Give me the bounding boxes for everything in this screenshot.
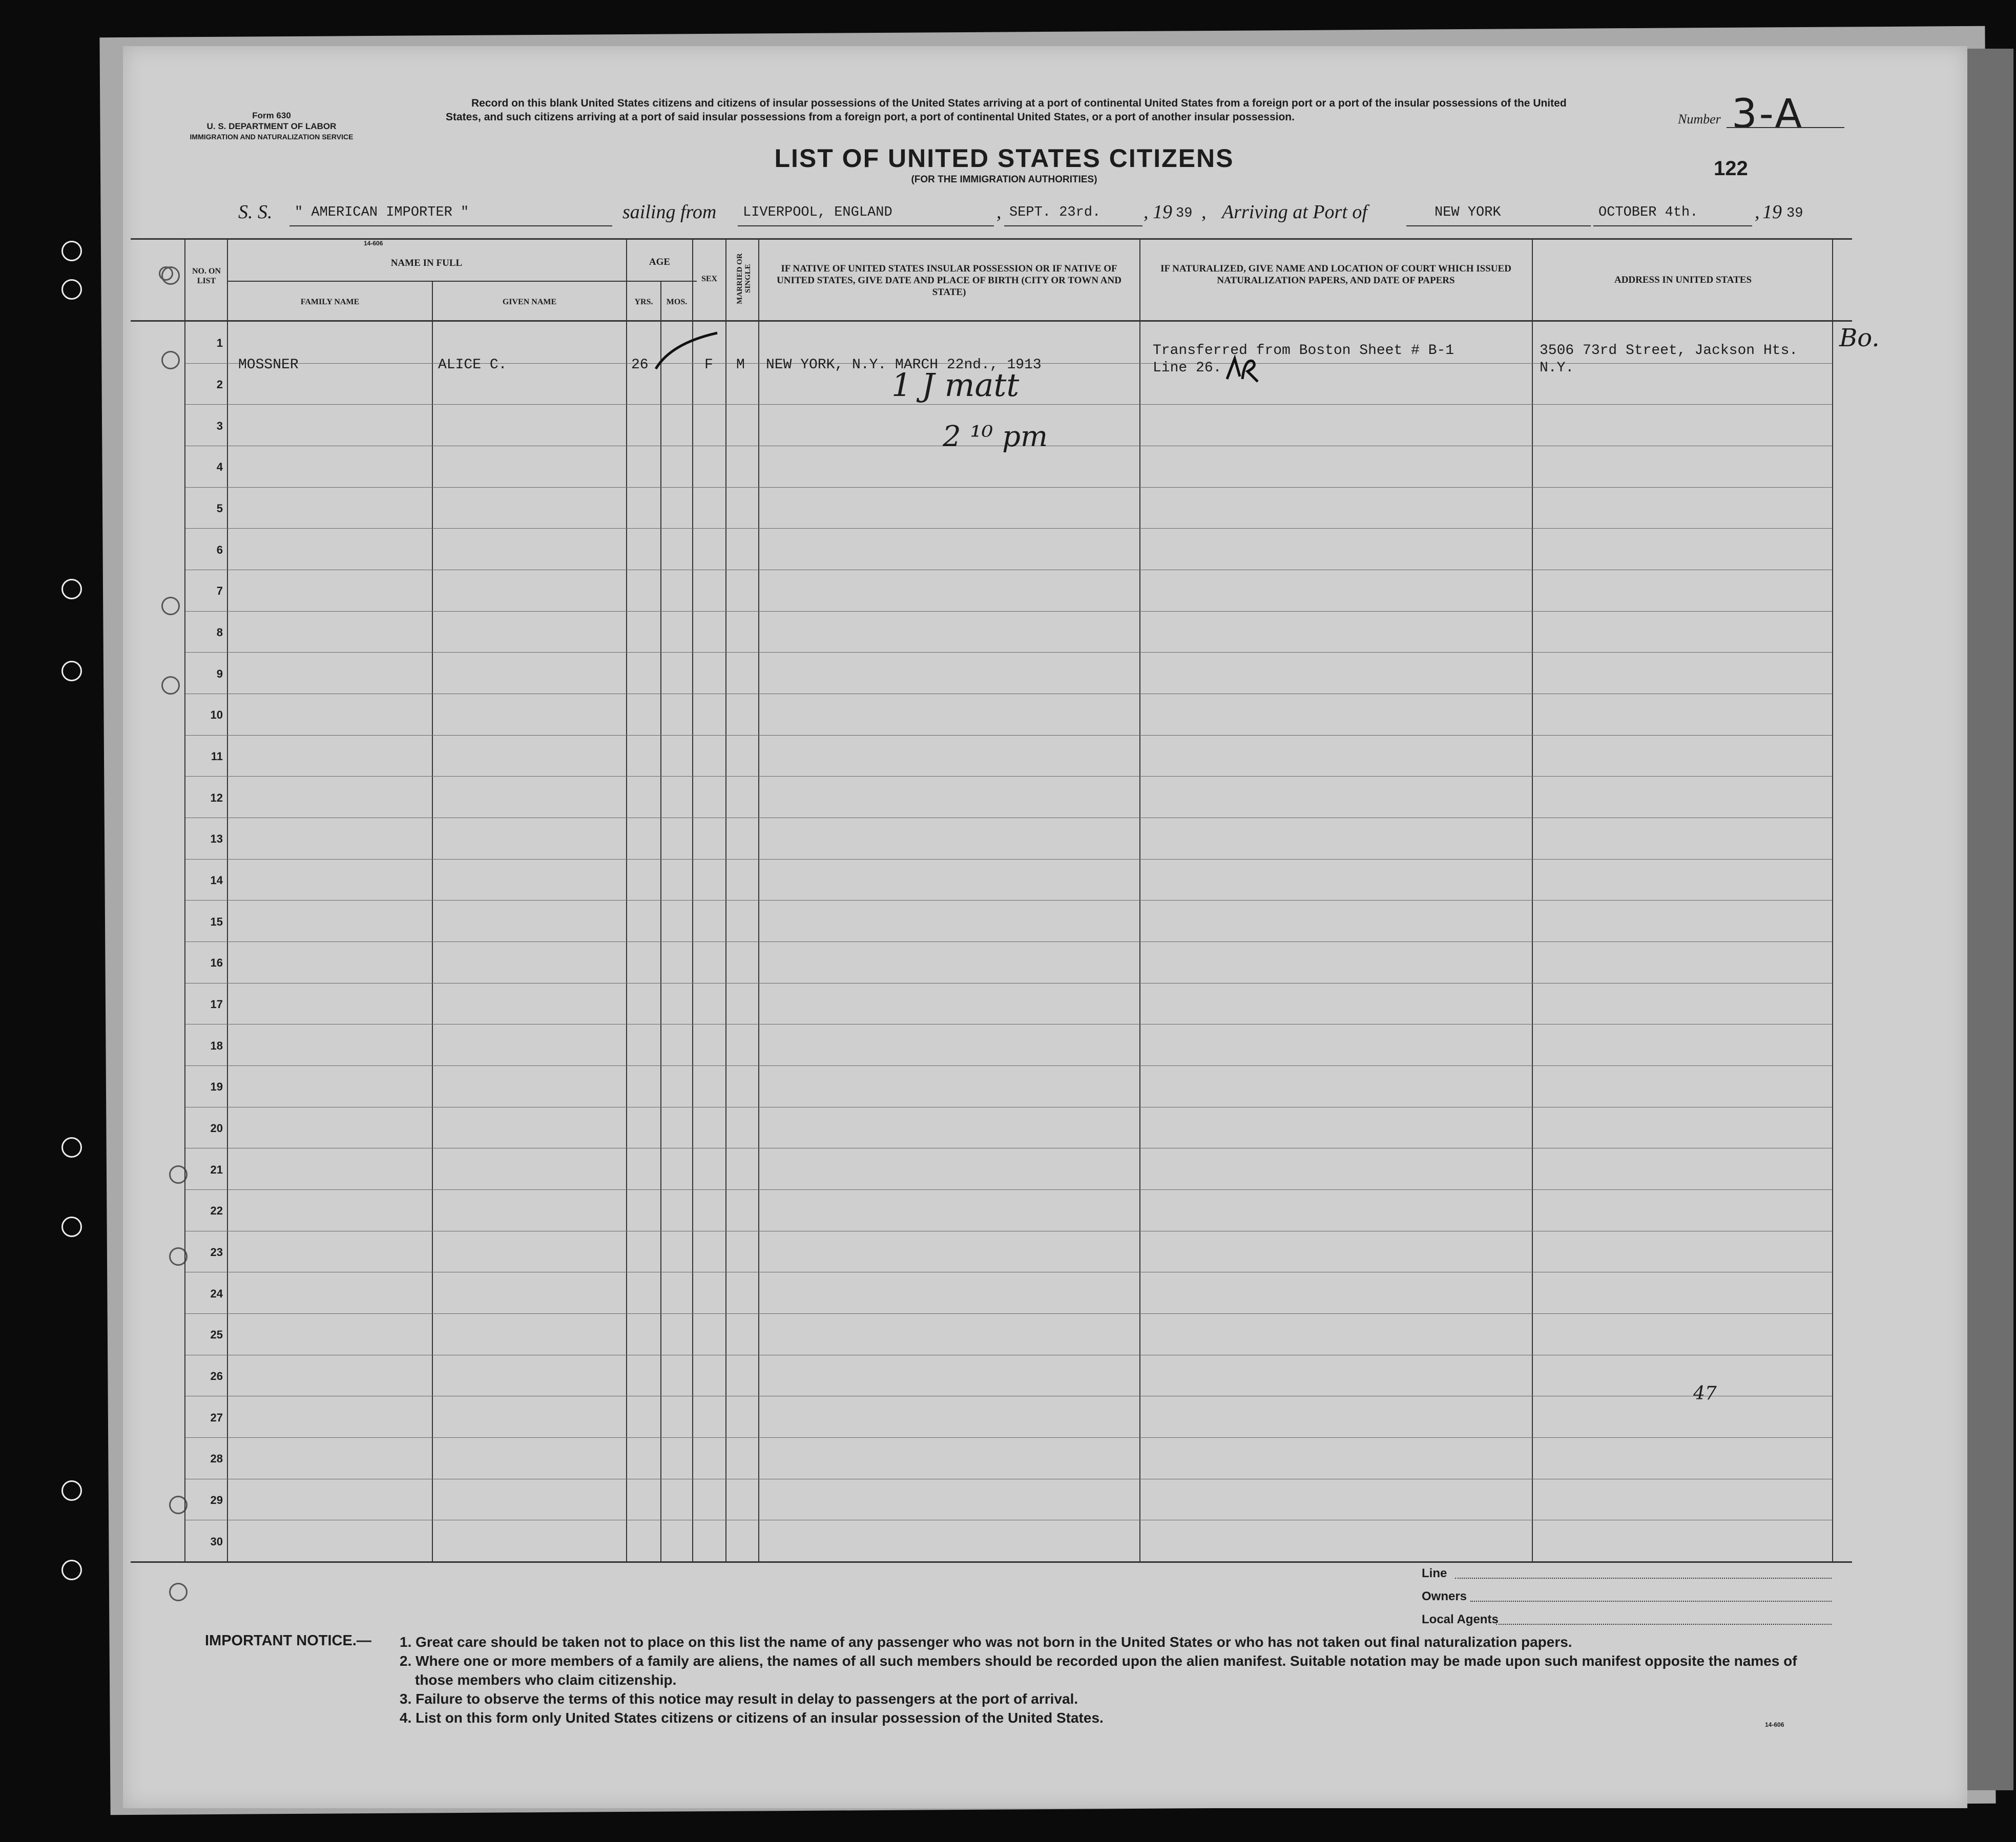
ship-name-underline [289,225,612,226]
header-birth: IF NATIVE OF UNITED STATES INSULAR POSSESSION OR IF NATIVE OF UNITED STATES, GIVE DATE AND PLACE OF BIRTH (CITY OR TOWN AND STATE) [777,263,1121,298]
local-agents-label: Local Agents [1422,1613,1499,1626]
ship-name: " AMERICAN IMPORTER " [295,205,469,220]
row-rule [185,735,1832,736]
departure-date-underline [1004,225,1142,226]
row-rule [185,1313,1832,1314]
row-number: 22 [210,1204,223,1217]
header-naturalized: IF NATURALIZED, GIVE NAME AND LOCATION OF COURT WHICH ISSUED NATURALIZATION PAPERS, AND DATE OF PAPERS [1160,263,1511,286]
ring-hole [161,351,180,369]
row-number: 14 [210,874,223,887]
row-rule [185,487,1832,488]
row-rule [185,941,1832,942]
row-rule [185,611,1832,612]
notice-heading: IMPORTANT NOTICE.— [205,1632,371,1649]
row-number: 5 [216,502,223,515]
row-number: 20 [210,1122,223,1135]
notice-item-1: 1. Great care should be taken not to place on this list the name of any passenger who was not born in the United States or who has not taken out final naturalization papers. [400,1634,1572,1650]
header-mos: MOS. [666,298,688,306]
arrival-year-prefix: 19 [1762,201,1782,223]
table-bottom-border [131,1561,1852,1563]
arrival-port: NEW YORK [1435,205,1501,220]
row-number: 27 [210,1411,223,1424]
row-number: 30 [210,1535,223,1548]
handwritten-note-2: 2 ¹⁰ pm [943,420,1048,453]
row-rule [185,776,1832,777]
row-1-address-line-2: N.Y. [1540,360,1574,376]
row-1-naturalized-line-1: Transferred from Boston Sheet # B-1 [1153,343,1454,359]
punch-hole [61,579,82,599]
header-yrs: YRS. [634,298,653,306]
row-number: 24 [210,1287,223,1300]
local-agents-field [1496,1624,1832,1625]
departure-year-prefix: 19 [1153,201,1172,223]
row-number: 13 [210,832,223,845]
row-1-address-line-1: 3506 73rd Street, Jackson Hts. [1540,343,1798,359]
punch-hole [61,1560,82,1580]
row-1-sex: F [704,357,713,373]
departure-year: 39 [1176,206,1193,221]
row-number: 8 [216,626,223,639]
row-number: 25 [210,1328,223,1341]
row-number: 21 [210,1163,223,1176]
handwritten-initials [1224,353,1260,384]
row-number: 7 [216,584,223,597]
header-no-on-list: NO. ON LIST [192,267,221,285]
row-number: 19 [210,1080,223,1093]
comma: , [1755,201,1760,223]
header-age: AGE [649,257,671,267]
number-underline [1727,127,1844,128]
arrival-date-underline [1593,225,1752,226]
col-divider [660,281,661,1562]
row-number: 16 [210,956,223,969]
row-rule [185,900,1832,901]
punch-hole [61,661,82,681]
number-label: Number [1678,112,1721,127]
row-number: 18 [210,1039,223,1052]
header-married-or-single: MARRIED OR SINGLE [736,253,752,304]
row-rule [185,404,1832,405]
row-number: 23 [210,1246,223,1259]
row-1-birth: NEW YORK, N.Y. MARCH 22nd., 1913 [766,357,1042,373]
row-1-naturalized-line-2: Line 26. [1153,360,1222,376]
comma: , [996,201,1002,223]
header-sex: SEX [701,275,718,283]
header-ring [159,266,173,281]
printer-mark-bottom: 14-606 [1765,1721,1784,1728]
punch-hole [61,1137,82,1158]
row-number: 17 [210,998,223,1011]
notice-item-2: 2. Where one or more members of a family are aliens, the names of all such members should be recorded upon the alien manifest. Suitable notation may be made upon such manifest opposite the names of those members who claim citizenship. [400,1653,1797,1688]
row-1-age-years: 26 [631,357,649,373]
row-number: 28 [210,1452,223,1465]
handwritten-count: 47 [1693,1383,1717,1404]
row-number: 12 [210,791,223,804]
departure-port: LIVERPOOL, ENGLAND [743,205,892,220]
arrival-year: 39 [1786,206,1803,221]
header-family-name: FAMILY NAME [300,298,360,306]
owners-label: Owners [1422,1589,1467,1603]
handwritten-note-1: 1 J matt [891,366,1020,404]
form-preamble: Record on this blank United States citizens and citizens of insular possessions of the United States arriving at a port of continental United States from a foreign port or a port of the insular possessions of the United States, and such citizens arriving at a port of said insular possessions from a foreign port, a port of continental United States, or a port of another insular possession. [446,97,1567,123]
form-number: Form 630 [252,111,291,120]
department-name: U. S. DEPARTMENT OF LABOR [206,121,337,131]
number-value: 3-A [1732,91,1804,137]
header-address: ADDRESS IN UNITED STATES [1614,275,1752,285]
comma: , [1144,201,1149,223]
line-label: Line [1422,1566,1447,1580]
sailing-from-label: sailing from [622,201,717,223]
departure-port-underline [738,225,994,226]
header-given-name: GIVEN NAME [502,298,557,306]
row-number: 15 [210,915,223,928]
page-title: LIST OF UNITED STATES CITIZENS [774,144,1234,173]
ring-hole [161,676,180,695]
header-name-in-full: NAME IN FULL [390,258,463,268]
ss-label: S. S. [238,201,273,223]
comma: , [1201,201,1207,223]
departure-date: SEPT. 23rd. [1009,205,1101,220]
handwritten-checkmark [651,328,722,374]
row-number: 9 [216,667,223,680]
row-1-given-name: ALICE C. [438,357,507,373]
row-number: 29 [210,1494,223,1506]
col-divider [432,281,433,1562]
row-rule [185,859,1832,860]
row-number: 1 [216,337,223,349]
row-number: 2 [216,378,223,391]
punch-hole [61,241,82,261]
punch-hole [61,1480,82,1501]
row-number: 11 [211,750,223,763]
service-name: IMMIGRATION AND NATURALIZATION SERVICE [190,133,354,141]
handwritten-margin-note: Bo. [1839,324,1880,352]
row-rule [185,528,1832,529]
owners-field [1470,1601,1832,1602]
row-number: 10 [210,708,223,721]
row-number: 26 [210,1370,223,1383]
punch-hole [61,1217,82,1237]
ring-hole [161,597,180,615]
row-rule [185,1189,1832,1190]
punch-hole [61,279,82,300]
row-number: 4 [216,460,223,473]
row-1-family-name: MOSSNER [238,357,299,373]
row-number: 6 [216,543,223,556]
manifest-sheet [123,46,1967,1808]
row-number: 3 [216,420,223,432]
row-rule [185,1065,1832,1066]
page-subtitle: (FOR THE IMMIGRATION AUTHORITIES) [911,174,1097,185]
form-identifier [174,110,369,142]
arrival-port-underline [1406,225,1591,226]
arrival-date: OCTOBER 4th. [1598,205,1698,220]
ring-hole [169,1583,188,1601]
col-divider [1832,238,1833,1562]
table-top-border [131,238,1852,240]
line-field [1455,1578,1832,1579]
printer-mark-top: 14-606 [364,240,383,247]
page-number: 122 [1714,157,1748,180]
notice-item-3: 3. Failure to observe the terms of this notice may result in delay to passengers at the port of arrival. [400,1691,1078,1707]
notice-item-4: 4. List on this form only United States citizens or citizens of an insular possession of the United States. [400,1710,1104,1726]
arriving-label: Arriving at Port of [1222,201,1367,223]
row-rule [185,1437,1832,1438]
row-1-marital-status: M [736,357,745,373]
row-rule [185,652,1832,653]
header-bottom-border [131,320,1852,322]
